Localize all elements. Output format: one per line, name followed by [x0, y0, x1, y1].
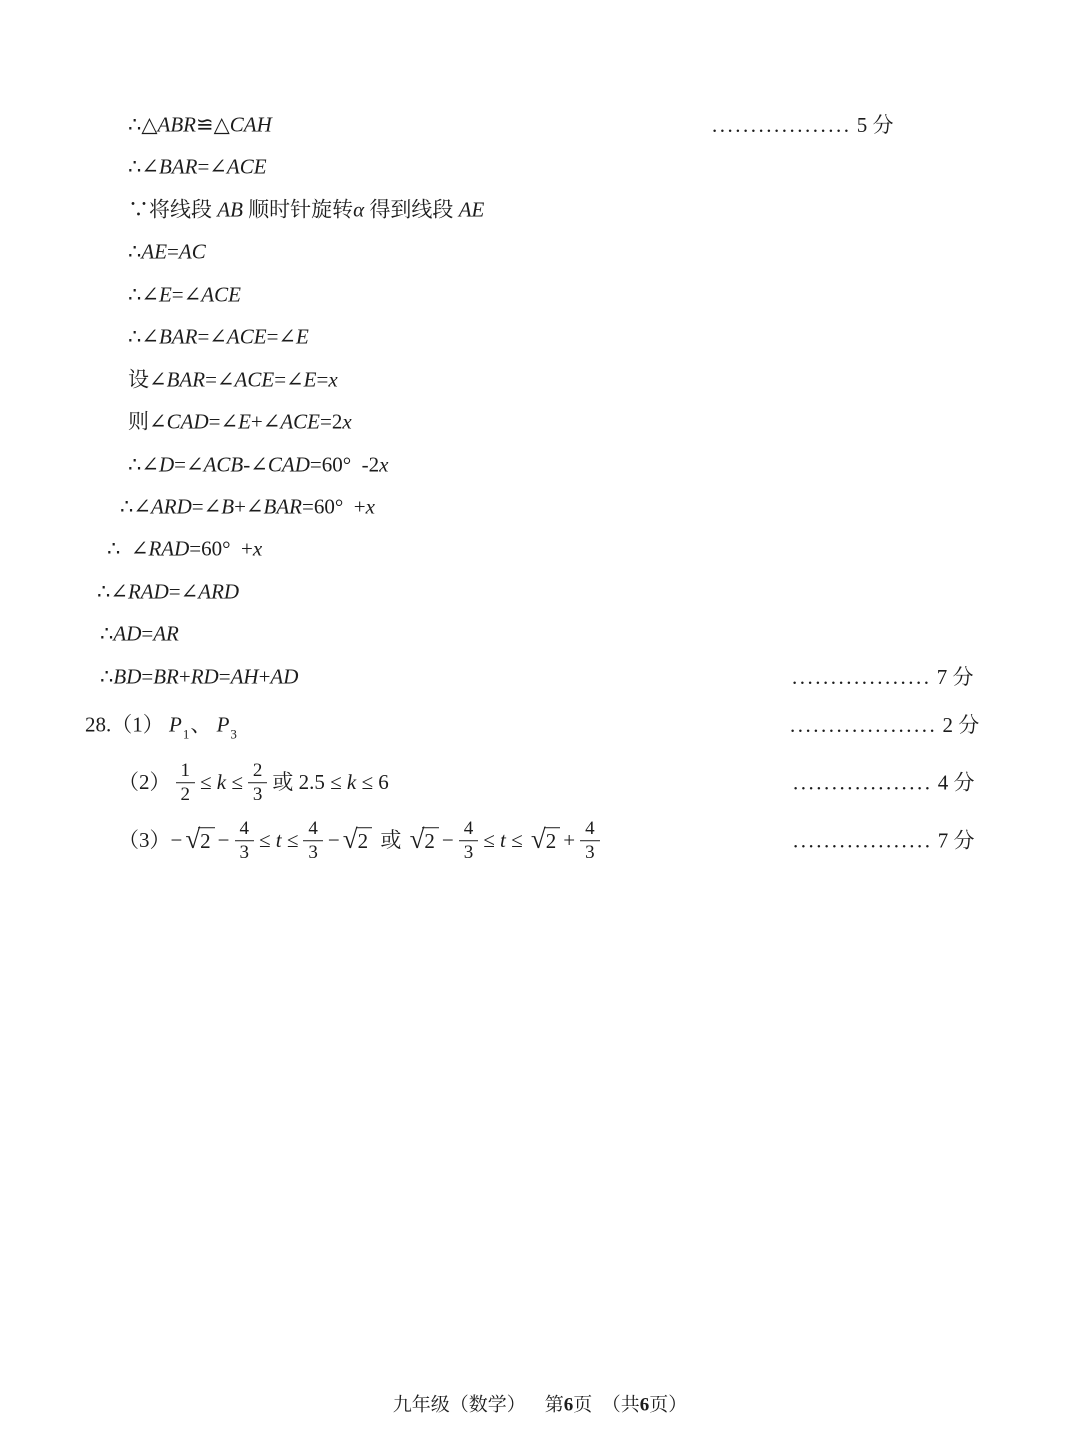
text-run: -∠ [243, 452, 268, 477]
proof-line-ad-ar [100, 621, 179, 646]
answer-28-part1 [85, 712, 980, 742]
proof-line-ae-ac [128, 239, 206, 264]
math-variable: RD [190, 664, 219, 689]
text-run: =2 [320, 409, 343, 434]
text-run: +∠ [234, 494, 264, 519]
math-variable: RAD [148, 536, 190, 561]
math-variable: BR [153, 664, 179, 689]
math-variable: ACE [226, 154, 267, 179]
proof-line-bar-ace-e [128, 324, 309, 349]
text-run: ∴∠ [128, 282, 159, 307]
text-run: ≤ [259, 828, 276, 853]
text-run: ≤ 6 [356, 770, 389, 795]
text-run: = [141, 621, 154, 646]
footer-text: 九年级（数学） 第 [392, 1394, 564, 1416]
math-variable: AE [141, 239, 168, 264]
math-variable: ABR [157, 112, 196, 137]
math-variable: CAD [267, 452, 310, 477]
text-run: ∴∠ [128, 324, 159, 349]
text-run: ≤ [483, 828, 501, 853]
proof-line-congruent-triangles [128, 112, 894, 137]
proof-line-rad-60-x [107, 536, 262, 561]
answer-28-part2 [118, 760, 975, 806]
text-run: ∴ [100, 621, 114, 646]
text-run: （3） [118, 828, 171, 853]
radical-icon: √ [342, 824, 358, 855]
fraction [248, 760, 268, 806]
answer-28-part3 [118, 818, 975, 864]
proof-line-d-60-2x [128, 452, 388, 477]
text-run: 得到线段 [364, 197, 459, 222]
radical-icon: √ [409, 824, 425, 855]
proof-line-let-x [128, 367, 338, 392]
fraction [580, 818, 600, 864]
radicand: 2 [198, 827, 215, 854]
math-variable: ACE [201, 282, 241, 307]
proof-line-bd-sum [100, 664, 974, 689]
fraction-numerator: 4 [235, 818, 255, 841]
text-run: = [141, 664, 154, 689]
math-variable: k [216, 770, 227, 795]
math-variable: E [238, 409, 251, 434]
fraction-numerator: 4 [580, 818, 600, 841]
math-variable: ACE [234, 367, 275, 392]
text-run: =∠ [205, 367, 235, 392]
radicand: 2 [422, 827, 439, 854]
proof-line-e-ace [128, 282, 241, 307]
proof-line-cad-2x [128, 409, 352, 434]
math-variable: x [365, 494, 375, 519]
score-label: 5 分 [851, 112, 894, 137]
math-variable: BAR [158, 154, 198, 179]
fraction-numerator: 2 [248, 760, 268, 783]
text-run: 或 2.5 ≤ [272, 770, 347, 795]
point-label: $P_1$ [169, 712, 190, 742]
text-run: ∴ ∠ [107, 536, 149, 561]
proof-line-ard-60-x [120, 494, 375, 519]
dot-leader: .................. [712, 112, 852, 137]
score-label: 7 分 [931, 664, 974, 689]
math-variable: t [275, 828, 282, 853]
page-number: 6 [639, 1394, 650, 1416]
text-run: + [258, 664, 271, 689]
math-variable: AR [153, 621, 179, 646]
math-variable: E [303, 367, 317, 392]
text-run: ≤ [200, 770, 217, 795]
text-run: 、 [190, 712, 217, 737]
subscript: 3 [230, 726, 237, 742]
subscript: 1 [182, 726, 190, 742]
text-run: =∠ [197, 154, 227, 179]
text-run: =∠ [197, 324, 227, 349]
page-footer [0, 1390, 1080, 1417]
page-number: 6 [563, 1394, 574, 1416]
footer-text: 页 （共 [573, 1394, 640, 1416]
math-variable: ARD [150, 494, 192, 519]
math-variable: E [158, 282, 172, 307]
math-variable: ACB [203, 452, 244, 477]
text-run: =∠ [168, 579, 199, 604]
fraction-denominator: 2 [180, 784, 190, 806]
text-run: =60° + [189, 536, 253, 561]
score-mark [793, 770, 975, 795]
math-variable: RAD [127, 579, 169, 604]
dot-leader: ................... [790, 712, 938, 737]
text-run: ∴ [128, 239, 142, 264]
text-run: =∠ [191, 494, 222, 519]
text-run: 设∠ [128, 367, 167, 392]
text-run: （2） [118, 770, 171, 795]
math-variable: B [221, 494, 235, 519]
text-run: ∴ [100, 664, 114, 689]
text-run: = [167, 239, 179, 264]
proof-line-rad-ard [97, 579, 239, 604]
dot-leader: .................. [793, 828, 933, 853]
text-run: + [563, 828, 576, 853]
text-run: ≤ [226, 770, 243, 795]
fraction [459, 818, 479, 864]
text-run: ≤ [281, 828, 299, 853]
text-run: ∴△ [128, 112, 158, 137]
math-variable: BAR [263, 494, 303, 519]
text-run: 或 [375, 828, 407, 853]
text-run: − [170, 828, 183, 853]
radicand: 2 [544, 827, 561, 854]
fraction-numerator: 1 [176, 760, 196, 783]
radical-icon: √ [530, 824, 546, 855]
math-variable: x [379, 452, 389, 477]
fraction [303, 818, 323, 864]
score-label: 7 分 [932, 828, 975, 853]
math-variable: AE [458, 197, 485, 222]
dot-leader: .................. [793, 770, 933, 795]
math-variable: α [353, 197, 365, 222]
square-root [530, 824, 560, 855]
text-run: ∴∠ [120, 494, 151, 519]
score-mark [790, 712, 979, 737]
fraction [235, 818, 255, 864]
proof-line-rotation-given [128, 197, 484, 222]
radical-icon: √ [185, 824, 201, 855]
math-variable: E [296, 324, 309, 349]
math-variable: x [342, 409, 352, 434]
text-run: ∵将线段 [128, 197, 218, 222]
text-run: =∠ [171, 282, 202, 307]
math-variable: x [252, 536, 263, 561]
score-label: 2 分 [937, 712, 980, 737]
math-variable: k [346, 770, 357, 795]
text-run: 则∠ [128, 409, 167, 434]
proof-line-angle-bar-ace [128, 154, 267, 179]
text-run: +∠ [250, 409, 281, 434]
fraction-denominator: 3 [308, 842, 318, 864]
text-run: = [218, 664, 231, 689]
score-label: 4 分 [932, 770, 975, 795]
text-run: − [327, 828, 340, 853]
square-root [409, 824, 439, 855]
math-variable: AC [178, 239, 206, 264]
square-root [185, 824, 214, 855]
text-run: ≤ [505, 828, 528, 853]
text-run: =∠ [174, 452, 204, 477]
text-run: 28.（1） [85, 712, 169, 737]
text-run: − [441, 828, 454, 853]
math-variable: ACE [226, 324, 267, 349]
text-run: =∠ [208, 409, 239, 434]
text-run: =60° -2 [309, 452, 380, 477]
math-variable: AH [230, 664, 259, 689]
fraction-denominator: 3 [585, 842, 595, 864]
math-variable: BD [113, 664, 142, 689]
text-run: − [217, 828, 230, 853]
math-variable: ARD [198, 579, 240, 604]
math-variable: CAD [166, 409, 209, 434]
math-variable: D [158, 452, 175, 477]
fraction-denominator: 3 [239, 842, 250, 864]
fraction-numerator: 4 [459, 818, 479, 841]
text-run: ∴∠ [97, 579, 128, 604]
text-run: ≌△ [196, 112, 230, 137]
math-variable: ACE [280, 409, 321, 434]
math-variable: AD [113, 621, 142, 646]
text-run: ∴∠ [128, 452, 159, 477]
text-run: =∠ [266, 324, 297, 349]
fraction-denominator: 3 [463, 842, 474, 864]
score-mark [792, 664, 974, 689]
dot-leader: .................. [792, 664, 932, 689]
text-run: = [316, 367, 329, 392]
text-run: =60° + [302, 494, 366, 519]
math-variable: AB [217, 197, 243, 222]
fraction [176, 760, 196, 806]
footer-text: 页） [649, 1394, 688, 1416]
radicand: 2 [356, 827, 373, 854]
math-variable: x [328, 367, 338, 392]
score-mark [793, 828, 975, 853]
math-variable: CAH [229, 112, 272, 137]
text-run: + [178, 664, 191, 689]
score-mark [712, 112, 894, 137]
text-run: ∴∠ [128, 154, 159, 179]
square-root [342, 824, 372, 855]
fraction-denominator: 3 [252, 784, 263, 806]
math-variable: BAR [166, 367, 206, 392]
text-run: 顺时针旋转 [242, 197, 354, 222]
fraction-numerator: 4 [303, 818, 323, 841]
text-run: =∠ [274, 367, 304, 392]
math-variable: t [500, 828, 506, 853]
math-variable: AD [270, 664, 299, 689]
point-label: $P_3$ [216, 712, 237, 742]
math-variable: BAR [158, 324, 198, 349]
